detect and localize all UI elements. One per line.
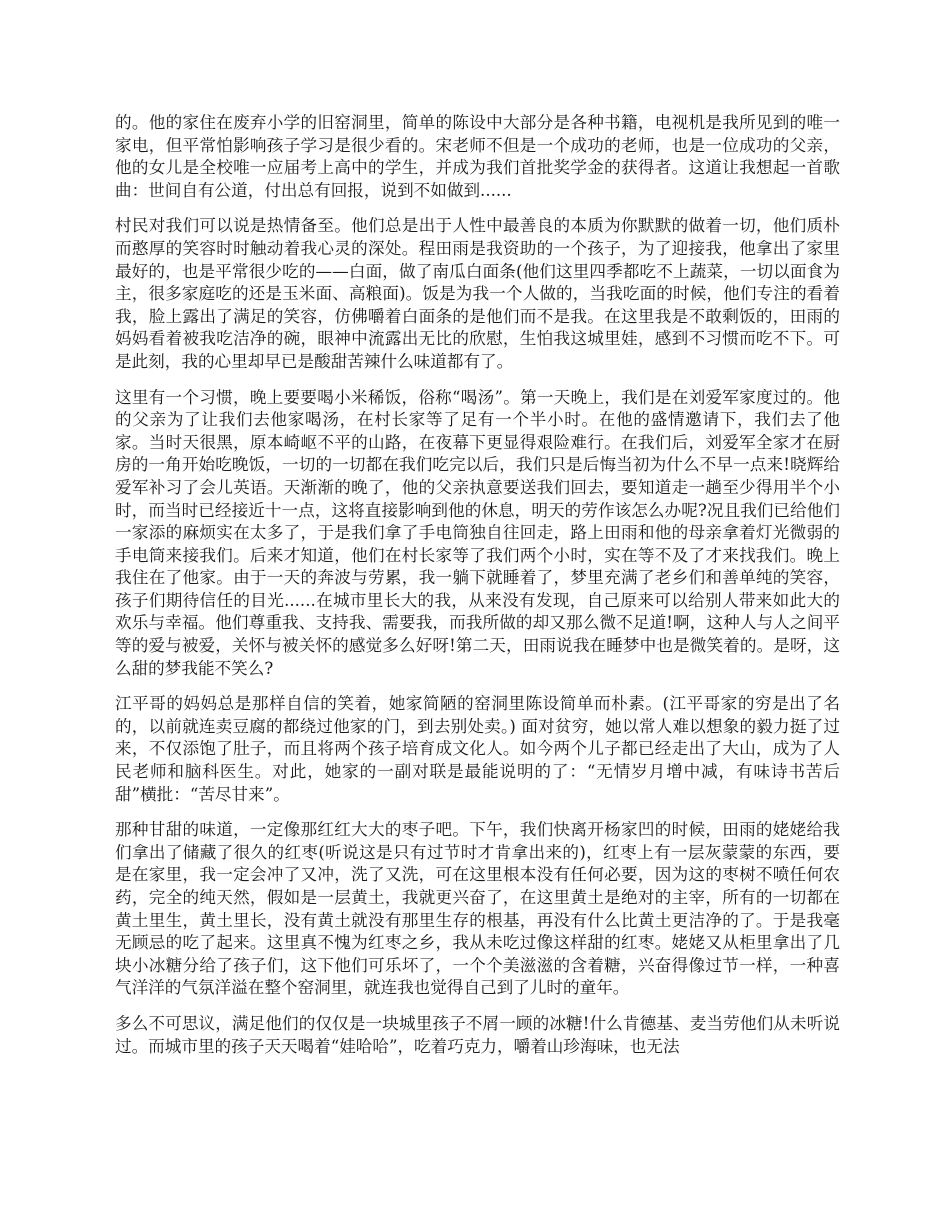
document-body <box>115 112 840 1071</box>
paragraph-4: 江平哥的妈妈总是那样自信的笑着，她家简陋的窑洞里陈设简单而朴素。(江平哥家的穷是出了名的，以前就连卖豆腐的都绕过他家的门，到去别处卖。) 面对贫穷，她以常人难以想象的毅力挺了过来，不仅添饱了肚子，而且将两个孩子培育成文化人。如今两个儿子都已经走出了大山，成为了人民老师和脑科医生。对此，她家的一副对联是最能说明的了：“无情岁月增中减，有味诗书苦后甜”横批：“苦尽甘来”。 <box>115 694 840 804</box>
paragraph-5: 那种甘甜的味道，一定像那红红大大的枣子吧。下午，我们快离开杨家凹的时候，田雨的姥姥给我们拿出了储藏了很久的红枣(听说这是只有过节时才肯拿出来的)，红枣上有一层灰蒙蒙的东西，要是在家里，我一定会冲了又冲，洗了又洗，可在这里根本没有任何必要，因为这的枣树不喷任何农药，完全的纯天然，假如是一层黄土，我就更兴奋了，在这里黄土是绝对的主宰，所有的一切都在黄土里生，黄土里长，没有黄土就没有那里生存的根基，再没有什么比黄土更洁净的了。于是我毫无顾忌的吃了起来。这里真不愧为红枣之乡，我从未吃过像这样甜的红枣。姥姥又从柜里拿出了几块小冰糖分给了孩子们，这下他们可乐坏了，一个个美滋滋的含着糖，兴奋得像过节一样，一种喜气洋洋的气氛洋溢在整个窑洞里，就连我也觉得自己到了儿时的童年。 <box>115 820 840 998</box>
paragraph-1: 的。他的家住在废弃小学的旧窑洞里，简单的陈设中大部分是各种书籍，电视机是我所见到的唯一家电，但平常怕影响孩子学习是很少看的。宋老师不但是一个成功的老师，也是一位成功的父亲，他的女儿是全校唯一应届考上高中的学生，并成为我们首批奖学金的获得者。这道让我想起一首歌曲：世间自有公道，付出总有回报，说到不如做到...... <box>115 113 840 200</box>
paragraph-3: 这里有一个习惯，晚上要要喝小米稀饭，俗称“喝汤”。第一天晚上，我们是在刘爱军家度过的。他的父亲为了让我们去他家喝汤，在村长家等了足有一个半小时。在他的盛情邀请下，我们去了他家。当时天很黑，原本崎岖不平的山路，在夜幕下更显得艰险难行。在我们后，刘爱军全家才在厨房的一角开始吃晚饭，一切的一切都在我们吃完以后，我们只是后悔当初为什么不早一点来!晓辉给爱军补习了会儿英语。天渐渐的晚了，他的父亲执意要送我们回去，要知道走一趟至少得用半个小时，而当时已经接近十一点，这将直接影响到他的休息，明天的劳作该怎么办呢?况且我们已给他们一家添的麻烦实在太多了，于是我们拿了手电筒独自往回走，路上田雨和他的母亲拿着灯光微弱的手电筒来接我们。后来才知道，他们在村长家等了我们两个小时，实在等不及了才来找我们。晚上我住在了他家。由于一天的奔波与劳累，我一躺下就睡着了，梦里充满了老乡们和善单纯的笑容，孩子们期待信任的目光......在城市里长大的我，从来没有发现，自己原来可以给别人带来如此大的欢乐与幸福。他们尊重我、支持我、需要我，而我所做的却又那么微不足道!啊，这种人与人之间平等的爱与被爱，关怀与被关怀的感觉多么好呀!第二天，田雨说我在睡梦中也是微笑着的。是呀，这么甜的梦我能不笑么? <box>115 387 840 678</box>
paragraph-6: 多么不可思议，满足他们的仅仅是一块城里孩子不屑一顾的冰糖!什么肯德基、麦当劳他们从未听说过。而城市里的孩子天天喝着“娃哈哈”，吃着巧克力，嚼着山珍海味，也无法 <box>115 1013 840 1056</box>
paragraph-2: 村民对我们可以说是热情备至。他们总是出于人性中最善良的本质为你默默的做着一切，他们质朴而憨厚的笑容时时触动着我心灵的深处。程田雨是我资助的一个孩子，为了迎接我，他拿出了家里最好的，也是平常很少吃的——白面，做了南瓜白面条(他们这里四季都吃不上蔬菜，一切以面食为主，很多家庭吃的还是玉米面、高粮面)。饭是为我一个人做的，当我吃面的时候，他们专注的看着我，脸上露出了满足的笑容，仿佛嚼着白面条的是他们而不是我。在这里我是不敢剩饭的，田雨的妈妈看着被我吃洁净的碗，眼神中流露出无比的欣慰，生怕我这城里娃，感到不习惯而吃不下。可是此刻，我的心里却早已是酸甜苦辣什么味道都有了。 <box>115 216 840 371</box>
